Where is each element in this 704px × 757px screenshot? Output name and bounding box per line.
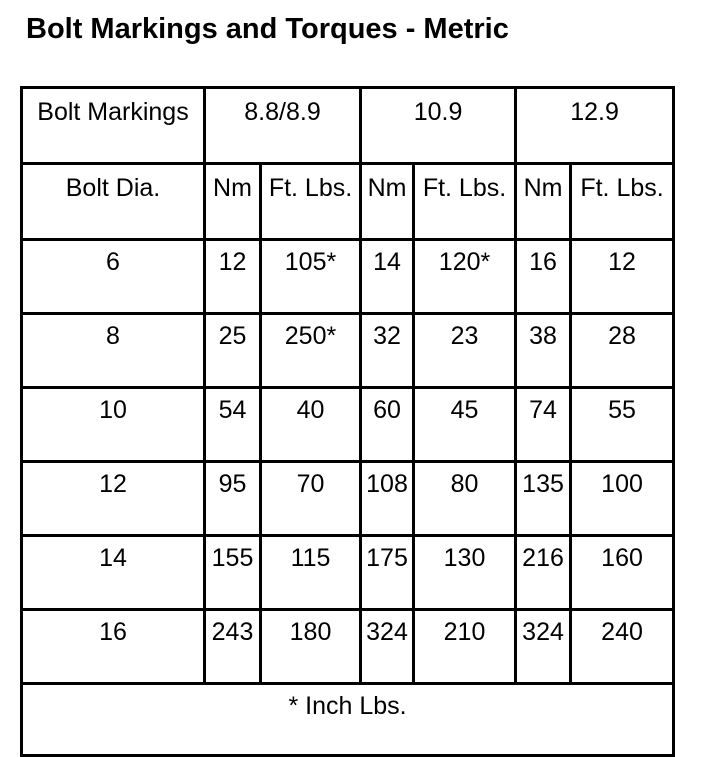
page-title: Bolt Markings and Torques - Metric	[26, 13, 509, 45]
torque-table-body	[22, 88, 674, 756]
nm-cell: 175	[361, 536, 414, 610]
nm-cell: 14	[361, 240, 414, 314]
nm-cell: 216	[516, 536, 571, 610]
nm-cell: 54	[205, 388, 261, 462]
unit-header: Ft. Lbs.	[414, 164, 516, 240]
unit-header: Nm	[516, 164, 571, 240]
table-row	[22, 462, 674, 536]
ft-lbs-cell: 180	[261, 610, 361, 684]
nm-cell: 108	[361, 462, 414, 536]
nm-cell: 324	[516, 610, 571, 684]
table-row	[22, 388, 674, 462]
unit-header: Ft. Lbs.	[571, 164, 674, 240]
bolt-dia-cell: 14	[22, 536, 205, 610]
unit-header: Nm	[361, 164, 414, 240]
markings-label: Bolt Markings	[22, 88, 205, 164]
ft-lbs-cell: 12	[571, 240, 674, 314]
dia-label: Bolt Dia.	[22, 164, 205, 240]
nm-cell: 324	[361, 610, 414, 684]
nm-cell: 95	[205, 462, 261, 536]
ft-lbs-cell: 45	[414, 388, 516, 462]
ft-lbs-cell: 28	[571, 314, 674, 388]
ft-lbs-cell: 210	[414, 610, 516, 684]
grade-header: 10.9	[361, 88, 516, 164]
nm-cell: 135	[516, 462, 571, 536]
bolt-dia-cell: 10	[22, 388, 205, 462]
ft-lbs-cell: 160	[571, 536, 674, 610]
ft-lbs-cell: 240	[571, 610, 674, 684]
ft-lbs-cell: 130	[414, 536, 516, 610]
table-row	[22, 610, 674, 684]
footnote-row	[22, 684, 674, 756]
ft-lbs-cell: 70	[261, 462, 361, 536]
table-row	[22, 240, 674, 314]
nm-cell: 38	[516, 314, 571, 388]
bolt-dia-cell: 12	[22, 462, 205, 536]
bolt-dia-cell: 8	[22, 314, 205, 388]
nm-cell: 12	[205, 240, 261, 314]
nm-cell: 32	[361, 314, 414, 388]
ft-lbs-cell: 55	[571, 388, 674, 462]
table-row	[22, 314, 674, 388]
nm-cell: 243	[205, 610, 261, 684]
table-row	[22, 536, 674, 610]
grade-header: 12.9	[516, 88, 674, 164]
nm-cell: 60	[361, 388, 414, 462]
units-header-row	[22, 164, 674, 240]
ft-lbs-cell: 115	[261, 536, 361, 610]
nm-cell: 16	[516, 240, 571, 314]
nm-cell: 74	[516, 388, 571, 462]
ft-lbs-cell: 80	[414, 462, 516, 536]
nm-cell: 25	[205, 314, 261, 388]
ft-lbs-cell: 100	[571, 462, 674, 536]
torque-table	[20, 86, 675, 757]
markings-header-row	[22, 88, 674, 164]
bolt-dia-cell: 6	[22, 240, 205, 314]
ft-lbs-cell: 105*	[261, 240, 361, 314]
ft-lbs-cell: 250*	[261, 314, 361, 388]
ft-lbs-cell: 120*	[414, 240, 516, 314]
unit-header: Nm	[205, 164, 261, 240]
bolt-dia-cell: 16	[22, 610, 205, 684]
ft-lbs-cell: 40	[261, 388, 361, 462]
unit-header: Ft. Lbs.	[261, 164, 361, 240]
nm-cell: 155	[205, 536, 261, 610]
ft-lbs-cell: 23	[414, 314, 516, 388]
footnote: * Inch Lbs.	[22, 684, 674, 756]
grade-header: 8.8/8.9	[205, 88, 361, 164]
